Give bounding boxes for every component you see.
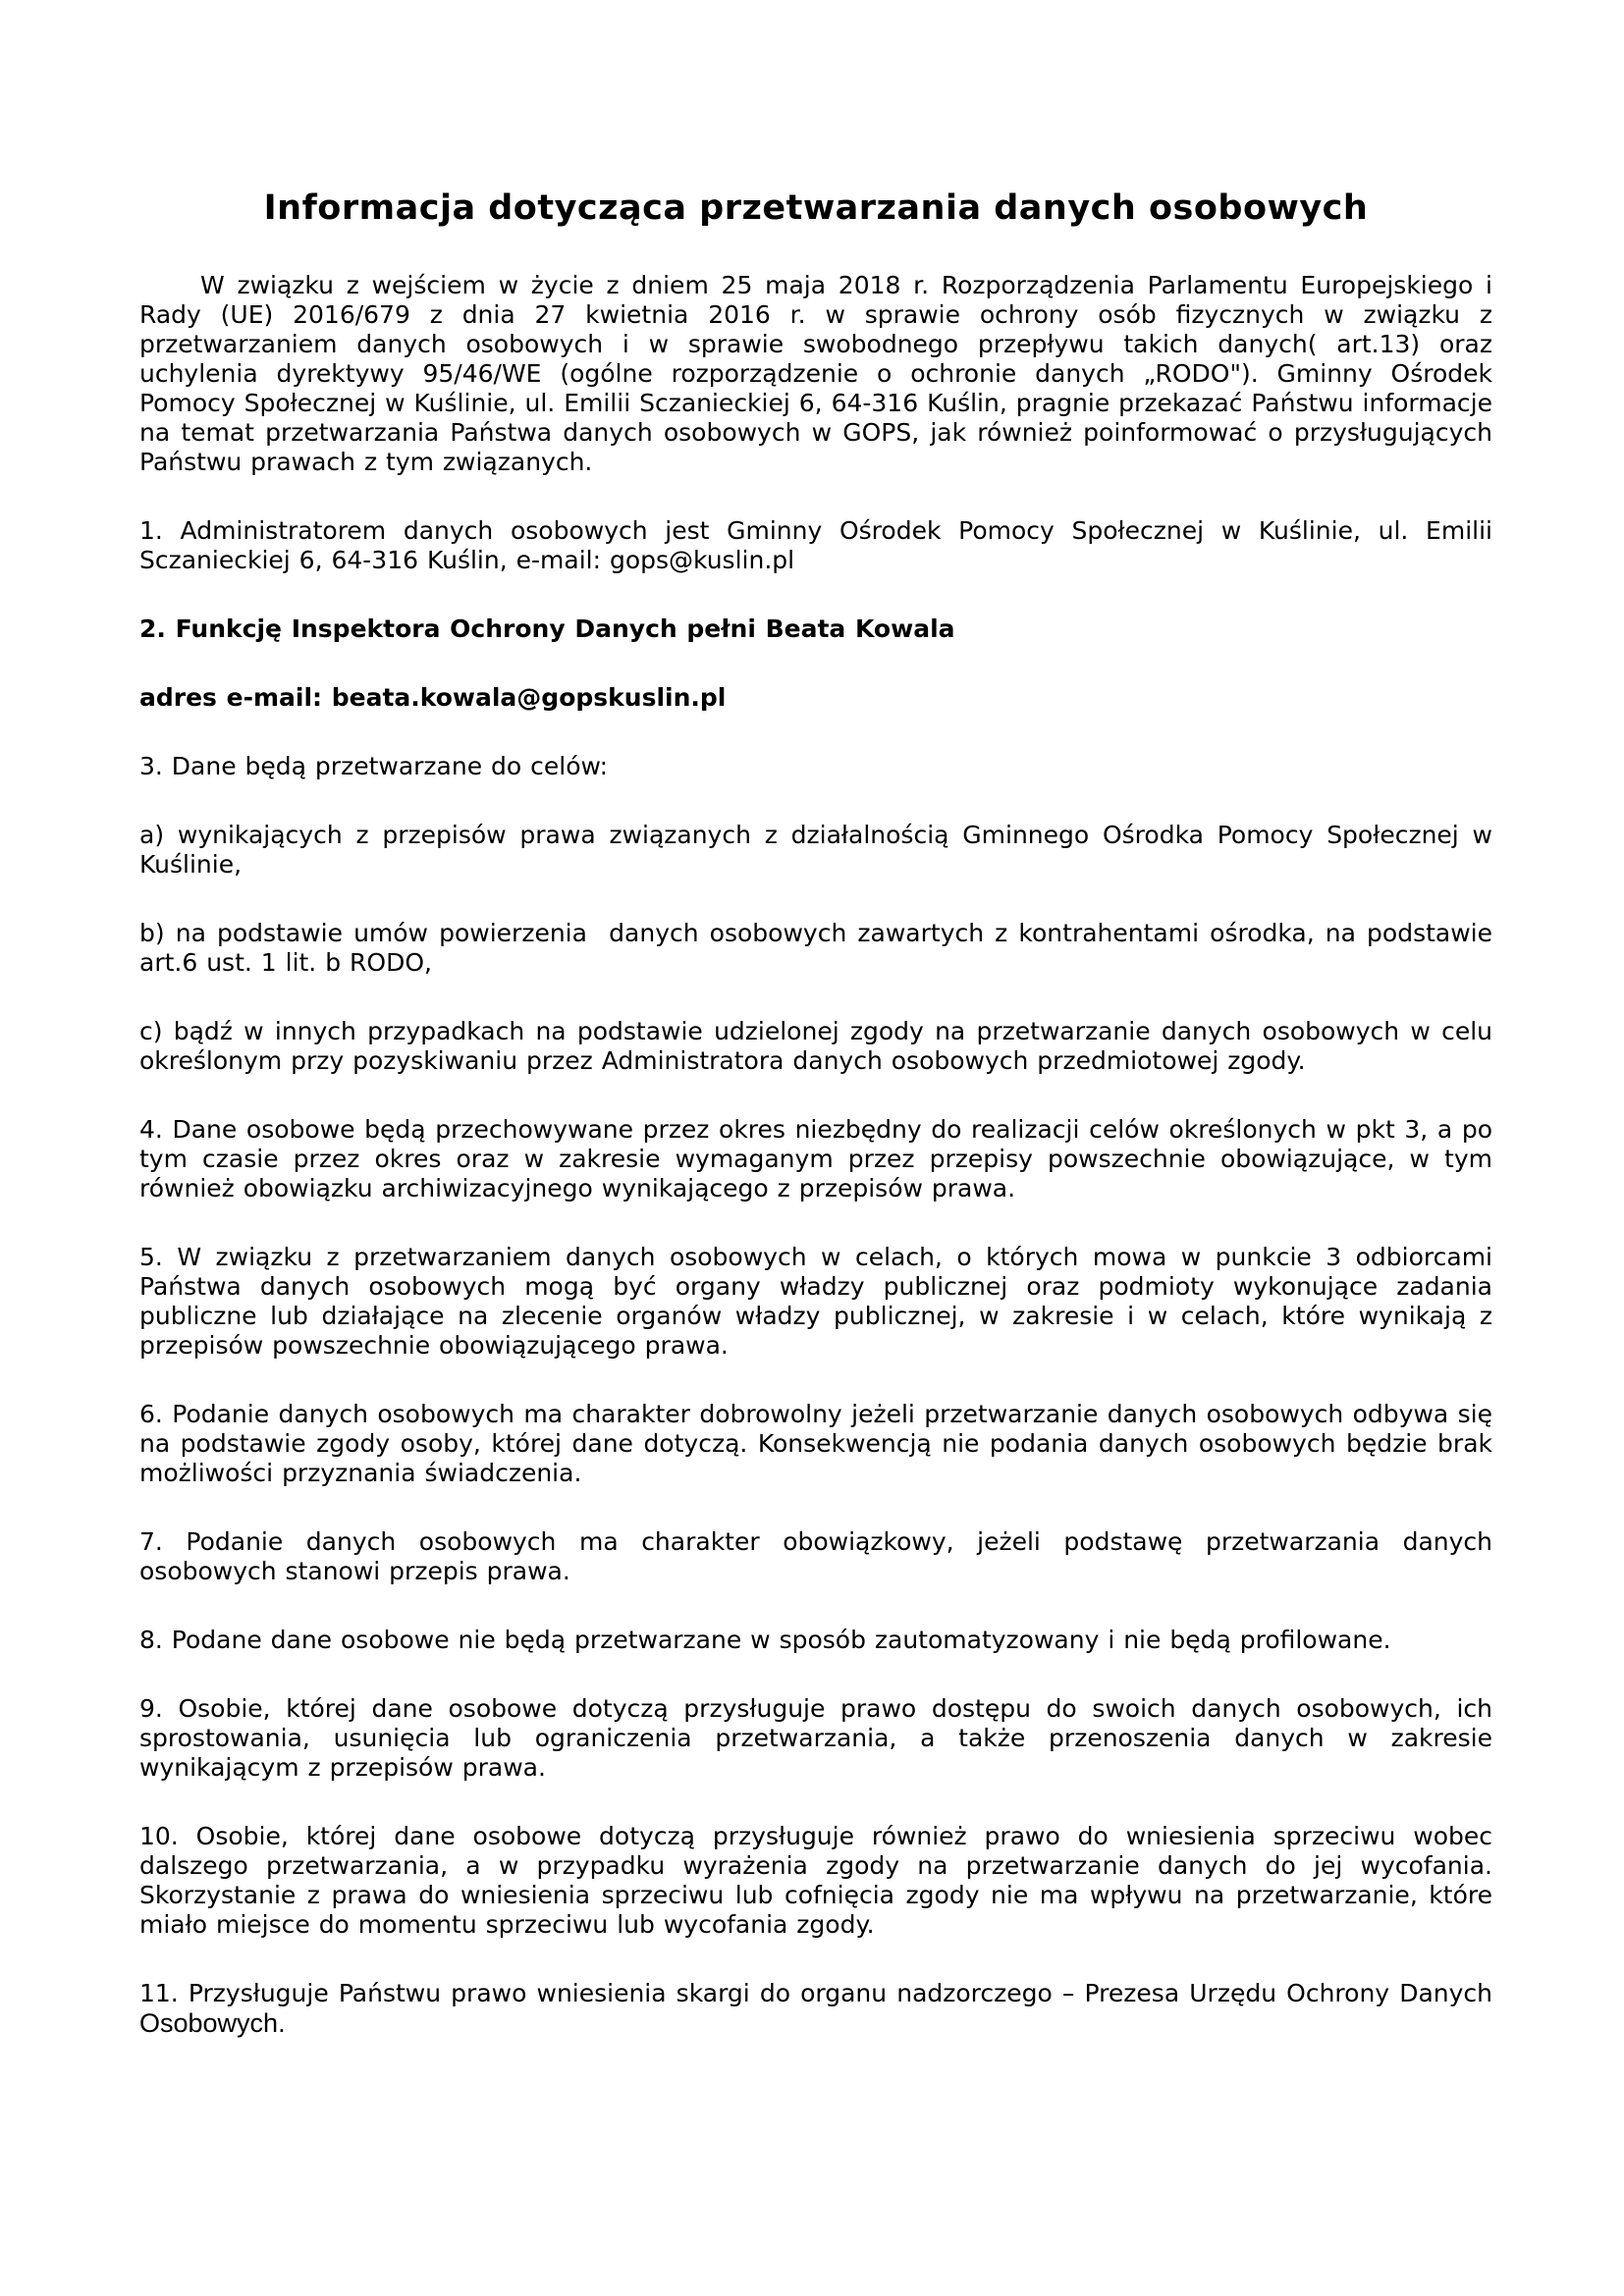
paragraph-item-11 bbox=[139, 1979, 1492, 2039]
paragraph-item-3a: a) wynikających z przepisów prawa związanych z działalnością Gminnego Ośrodka Pomocy Społecznej w Kuślinie, bbox=[139, 821, 1492, 879]
paragraph-item-9: 9. Osobie, której dane osobowe dotyczą przysługuje prawo dostępu do swoich danych osobowych, ich sprostowania, usunięcia lub ograniczenia przetwarzania, a także przenoszenia danych w zakresie wynikającym z przepisów prawa. bbox=[139, 1694, 1492, 1782]
paragraph-item-6: 6. Podanie danych osobowych ma charakter dobrowolny jeżeli przetwarzanie danych osobowych odbywa się na podstawie zgody osoby, której dane dotyczą. Konsekwencją nie podania danych osobowych będzie brak możliwości przyznania świadczenia. bbox=[139, 1400, 1492, 1487]
document-title: Informacja dotycząca przetwarzania danych osobowych bbox=[263, 188, 1369, 228]
paragraph-item-7: 7. Podanie danych osobowych ma charakter obowiązkowy, jeżeli podstawę przetwarzania danych osobowych stanowi przepis prawa. bbox=[139, 1527, 1492, 1585]
paragraph-inspector-email: adres e-mail: beata.kowala@gopskuslin.pl bbox=[139, 683, 727, 712]
paragraph-item-4: 4. Dane osobowe będą przechowywane przez okres niezbędny do realizacji celów określonych w pkt 3, a po tym czasie przez okres oraz w zakresie wymaganym przez przepisy powszechnie obowiązujące, w tym również obowiązku archiwizacyjnego wynikającego z przepisów prawa. bbox=[139, 1115, 1492, 1202]
paragraph-item-2-inspector: 2. Funkcję Inspektora Ochrony Danych pełni Beata Kowala bbox=[139, 614, 955, 643]
paragraph-intro: W związku z wejściem w życie z dniem 25 maja 2018 r. Rozporządzenia Parlamentu Europejskiego i Rady (UE) 2016/679 z dnia 27 kwietnia 2016 r. w sprawie ochrony osób fizycznych w związku z przetwarzaniem danych osobowych i w sprawie swobodnego przepływu takich danych( art.13) oraz uchylenia dyrektywy 95/46/WE (ogólne rozporządzenie o ochronie danych „RODO"). Gminny Ośrodek Pomocy Społecznej w Kuślinie, ul. Emilii Sczanieckiej 6, 64-316 Kuślin, pragnie przekazać Państwu informacje na temat przetwarzania Państwa danych osobowych w GOPS, jak również poinformować o przysługujących Państwu prawach z tym związanych. bbox=[139, 271, 1492, 476]
paragraph-item-5: 5. W związku z przetwarzaniem danych osobowych w celach, o których mowa w punkcie 3 odbiorcami Państwa danych osobowych mogą być organy władzy publicznej oraz podmioty wykonujące zadania publiczne lub działające na zlecenie organów władzy publicznej, w zakresie i w celach, które wynikają z przepisów powszechnie obowiązującego prawa. bbox=[139, 1243, 1492, 1360]
paragraph-item-3c: c) bądź w innych przypadkach na podstawie udzielonej zgody na przetwarzanie danych osobowych w celu określonym przy pozyskiwaniu przez Administratora danych osobowych przedmiotowej zgody. bbox=[139, 1017, 1492, 1075]
paragraph-item-1: 1. Administratorem danych osobowych jest Gminny Ośrodek Pomocy Społecznej w Kuślinie, ul. Emilii Sczanieckiej 6, 64-316 Kuślin, e-mail: gops@kuslin.pl bbox=[139, 516, 1492, 574]
paragraph-item-11-closing-word: Osobowych. bbox=[139, 2008, 286, 2038]
paragraph-item-8: 8. Podane dane osobowe nie będą przetwarzane w sposób zautomatyzowany i nie będą profilowane. bbox=[139, 1626, 1391, 1654]
paragraph-item-11-text: 11. Przysługuje Państwu prawo wniesienia skargi do organu nadzorczego – Prezesa Urzędu Ochrony Danych bbox=[139, 1979, 1492, 2007]
paragraph-item-10: 10. Osobie, której dane osobowe dotyczą przysługuje również prawo do wniesienia sprzeciwu wobec dalszego przetwarzania, a w przypadku wyrażenia zgody na przetwarzanie danych do jej wycofania. Skorzystanie z prawa do wniesienia sprzeciwu lub cofnięcia zgody nie ma wpływu na przetwarzanie, które miało miejsce do momentu sprzeciwu lub wycofania zgody. bbox=[139, 1822, 1492, 1939]
paragraph-item-3b: b) na podstawie umów powierzenia danych osobowych zawartych z kontrahentami ośrodka, na podstawie art.6 ust. 1 lit. b RODO, bbox=[139, 919, 1492, 977]
paragraph-item-3: 3. Dane będą przetwarzane do celów: bbox=[139, 752, 609, 780]
